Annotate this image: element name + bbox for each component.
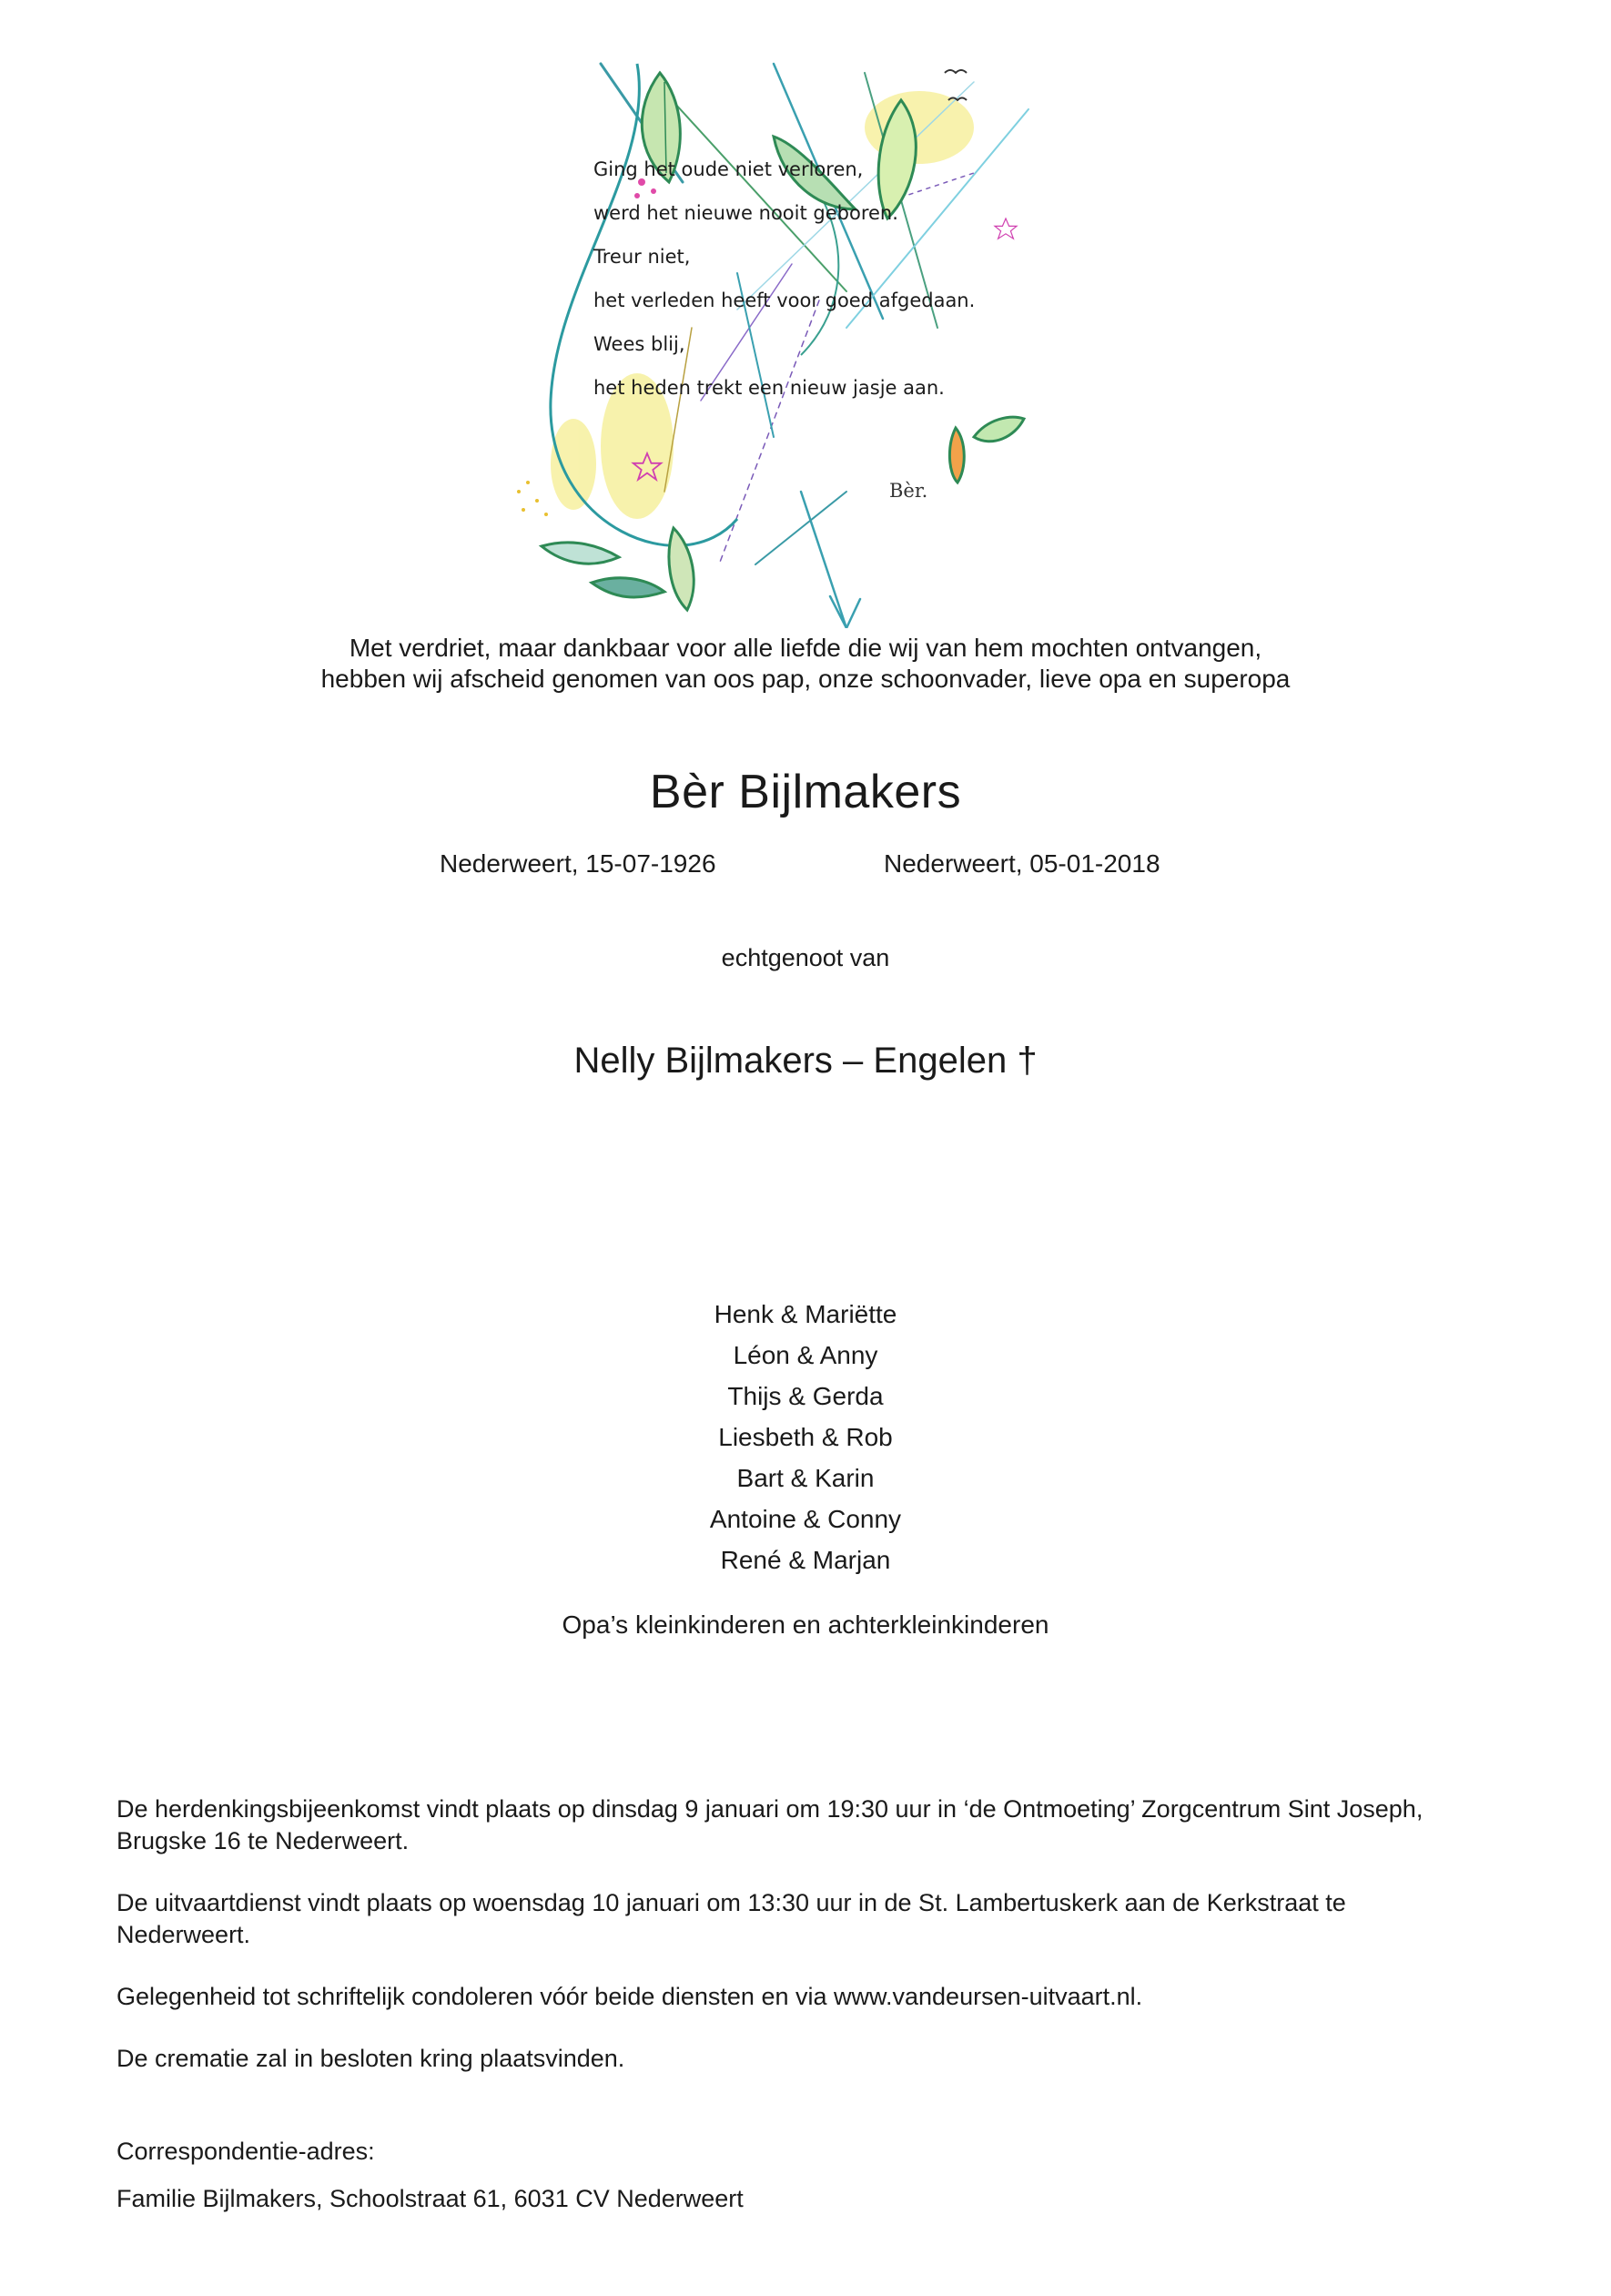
poem-line: Ging het oude niet verloren, [593,158,864,180]
list-item: Henk & Mariëtte [714,1300,897,1328]
cremation-info: De crematie zal in besloten kring plaatsvinden. [117,2045,625,2072]
memorial-info [117,1793,1536,1857]
poem-illustration [501,55,1047,628]
intro-text [0,633,1611,695]
death-date: Nederweert, 05-01-2018 [884,849,1160,878]
list-item: Thijs & Gerda [727,1382,884,1410]
service-line-2: Nederweert. [117,1921,251,1948]
address-label: Correspondentie-adres: [117,2138,375,2165]
address: Familie Bijlmakers, Schoolstraat 61, 6031 CV Nederweert [117,2185,744,2212]
intro-line-2: hebben wij afscheid genomen van oos pap, onze schoonvader, lieve opa en superopa [320,665,1291,693]
memorial-line-2: Brugske 16 te Nederweert. [117,1827,410,1854]
grandchildren-line: Opa’s kleinkinderen en achterkleinkinderen [562,1610,1049,1639]
poem-line: Treur niet, [593,246,691,268]
deceased-name: Bèr Bijlmakers [649,766,962,818]
condolence-info: Gelegenheid tot schriftelijk condoleren vóór beide diensten en via www.vandeursen-uitvaart.nl. [117,1983,1143,2010]
children-list [0,1294,1611,1580]
list-item: René & Marjan [720,1546,891,1574]
birth-date: Nederweert, 15-07-1926 [440,849,716,878]
service-line-1: De uitvaartdienst vindt plaats op woensdag 10 januari om 13:30 uur in de St. Lambertuskerk aan de Kerkstraat te [117,1889,1346,1916]
spouse-name: Nelly Bijlmakers – Engelen † [573,1041,1038,1081]
service-info [117,1887,1536,1951]
list-item: Antoine & Conny [709,1505,902,1533]
memorial-line-1: De herdenkingsbijeenkomst vindt plaats op dinsdag 9 januari om 19:30 uur in ‘de Ontmoeting’ Zorgcentrum Sint Joseph, [117,1795,1424,1823]
list-item: Léon & Anny [733,1341,878,1369]
poem-signature: Bèr. [889,480,928,502]
spouse-label: echtgenoot van [721,944,890,971]
list-item: Bart & Karin [736,1464,875,1492]
list-item: Liesbeth & Rob [718,1423,893,1451]
poem-line: Wees blij, [593,333,685,355]
poem-line: werd het nieuwe nooit geboren. [593,202,898,224]
poem-line: het heden trekt een nieuw jasje aan. [593,377,945,399]
poem-line: het verleden heeft voor goed afgedaan. [593,290,976,311]
intro-line-1: Met verdriet, maar dankbaar voor alle liefde die wij van hem mochten ontvangen, [349,634,1262,662]
